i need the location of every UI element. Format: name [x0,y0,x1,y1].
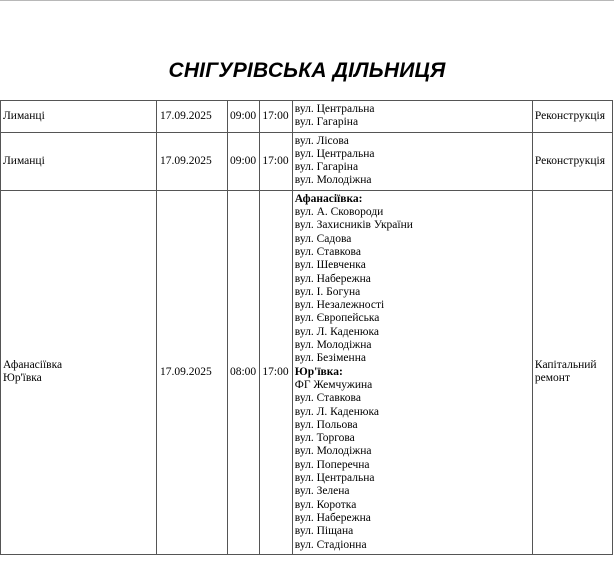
street-name: вул. Молодіжна [294,445,372,458]
work-type-cell: Реконструкція [532,101,612,133]
street-name: вул. Молодіжна [294,174,372,187]
settlement-name: Юр'ївка [3,372,42,385]
street-name: вул. Л. Каденюка [294,325,379,338]
settlement-name: Лиманці [3,109,45,122]
settlement-name: Афанасіївка [3,358,63,371]
street-name: вул. Центральна [294,147,375,160]
work-type-cell: Капітальний ремонт [532,190,612,554]
top-divider [0,0,614,1]
settlement-group-label: Юр'ївка: [294,365,343,378]
table-row [1,132,613,190]
street-name: вул. Шевченка [294,259,366,272]
street-name: вул. Садова [294,232,352,245]
street-name: вул. А. Сковороди [294,206,384,219]
street-name: вул. Центральна [294,472,375,485]
street-name: вул. Стадіонна [294,538,367,551]
settlement-group-label: Афанасіївка: [294,192,363,205]
street-name: вул. Л. Каденюка [294,405,379,418]
street-name: вул. Молодіжна [294,339,372,352]
outage-schedule-table [0,100,613,555]
settlement-name: Лиманці [3,154,45,167]
start-time-cell: 08:00 [227,190,259,554]
street-name: вул. Польова [294,418,358,431]
table-row [1,101,613,133]
settlement-cell [1,132,157,190]
street-name: вул. Ставкова [294,245,361,258]
street-name: вул. Піщана [294,525,354,538]
start-time-cell: 09:00 [227,132,259,190]
street-name: ФГ Жемчужина [294,378,373,391]
street-name: вул. Поперечна [294,458,370,471]
settlement-cell [1,190,157,554]
date-cell: 17.09.2025 [157,132,228,190]
start-time-cell: 09:00 [227,101,259,133]
street-name: вул. Гагаріна [294,116,359,129]
table-body [1,101,613,555]
settlement-cell [1,101,157,133]
street-name: вул. Захисників України [294,219,413,232]
end-time-cell: 17:00 [260,190,292,554]
street-name: вул. Європейська [294,312,380,325]
street-name: вул. Торгова [294,432,355,445]
page-title: СНІГУРІВСЬКА ДІЛЬНИЦЯ [168,59,446,82]
street-name: вул. Коротка [294,498,357,511]
street-name: вул. Центральна [294,103,375,115]
table-row [1,190,613,554]
work-type-cell: Реконструкція [532,132,612,190]
street-name: вул. Зелена [294,485,350,498]
street-name: вул. Набережна [294,272,371,285]
street-name: вул. Гагаріна [294,161,359,174]
date-cell: 17.09.2025 [157,190,228,554]
street-name: вул. Ставкова [294,392,361,405]
street-name: вул. Безіменна [294,352,366,365]
end-time-cell: 17:00 [260,101,292,133]
streets-cell [292,132,532,190]
end-time-cell: 17:00 [260,132,292,190]
streets-cell [292,101,532,133]
streets-cell [292,190,532,554]
street-name: вул. Набережна [294,511,371,524]
street-name: вул. Незалежності [294,299,385,312]
date-cell: 17.09.2025 [157,101,228,133]
street-name: вул. І. Богуна [294,285,361,298]
street-name: вул. Лісова [294,134,349,147]
